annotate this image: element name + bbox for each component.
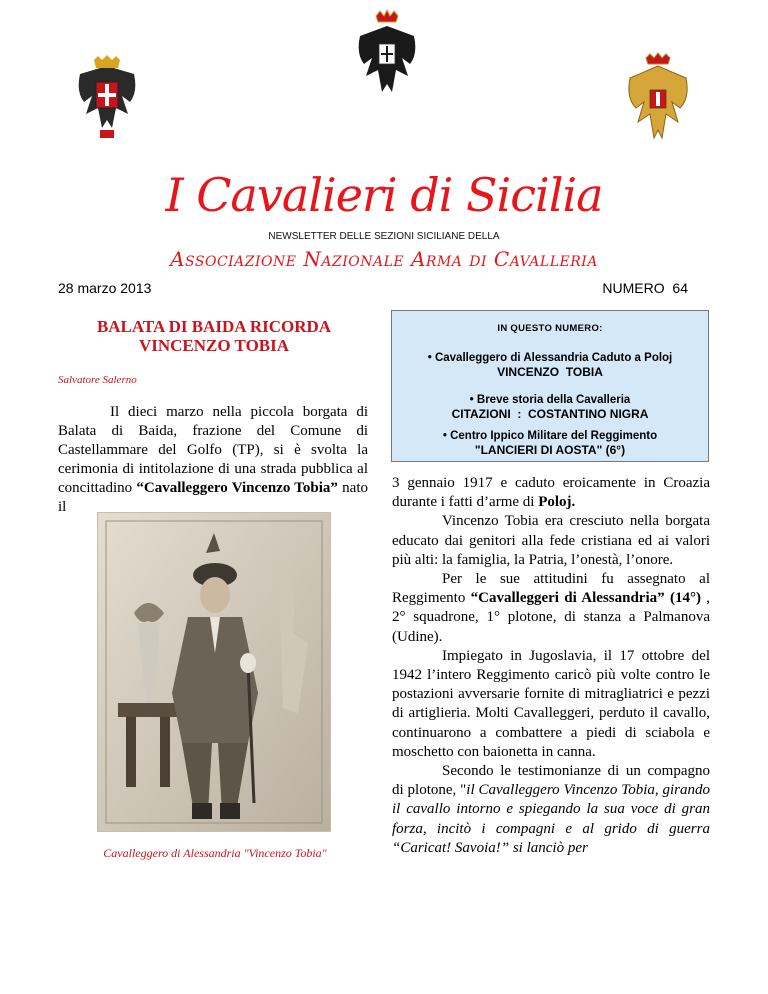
photo-caption: Cavalleggero di Alessandria "Vincenzo Tobia" (103, 846, 327, 860)
issue-date: 28 marzo 2013 (58, 280, 152, 296)
issue-item-1[interactable]: • Cavalleggero di Alessandria Caduto a Poloj VINCENZO TOBIA (427, 352, 673, 379)
issue-item-3[interactable]: • Centro Ippico Militare del Reggimento "LANCIERI DI AOSTA" (6°) (442, 430, 658, 457)
box-title: IN QUESTO NUMERO: (497, 323, 603, 334)
paragraph-1: 3 gennaio 1917 e caduto eroicamente in Croazia durante i fatti d’arme di Poloj. (392, 475, 710, 511)
left-crest-icon (72, 54, 142, 144)
bullet-icon: • (469, 394, 474, 406)
bullet-icon: • (442, 430, 447, 442)
article-headline (56, 317, 372, 355)
newsletter-subtitle: NEWSLETTER DELLE SEZIONI SICILIANE DELLA (268, 231, 500, 242)
article-intro: Il dieci marzo nella piccola borgata di Balata di Baida, frazione del Comune di Castellammare del Golfo (TP), si è svolta la cerimonia di intitolazione di una strada pubblica al concittadino “Cavalleggero Vincenzo Tobia” nato il (58, 404, 368, 515)
paragraph-5: Secondo le testimonianze di un compagno di plotone, "il Cavalleggero Vincenzo Tobia, girando il cavallo intorno e spiegando la sua voce di gran forza, incitò i compagni e al grido di guerra “Caricat! Savoia!” si lanciò per (392, 763, 710, 856)
right-crest-icon (624, 52, 692, 146)
issue-item-2[interactable]: • Breve storia della Cavalleria CITAZIONI : COSTANTINO NIGRA (451, 394, 649, 421)
center-crest-icon (354, 8, 420, 100)
article-body (392, 474, 710, 858)
association-name: ASSOCIAZIONE NAZIONALE ARMA DI CAVALLERIA (170, 247, 598, 271)
paragraph-4: Impiegato in Jugoslavia, il 17 ottobre del 1942 l’intero Reggimento caricò più volte contro le postazioni avversarie fornite di mitragliatrici e pezzi di artiglieria. Molti Cavalleggeri, perduto il cavallo, continuarono a combattere a piedi di sciabola e moschetto con baionetta in canna. (392, 647, 710, 760)
headline-line-2: VINCENZO TOBIA (138, 336, 290, 355)
portrait-photo (97, 512, 331, 832)
bullet-icon: • (427, 352, 432, 364)
article-author: Salvatore Salerno (58, 374, 137, 386)
headline-line-1: BALATA DI BAIDA RICORDA (96, 317, 332, 336)
issue-number: NUMERO 64 (602, 280, 688, 296)
paragraph-2: Vincenzo Tobia era cresciuto nella borgata educato dai genitori alla fede cristiana ed ai valori più alti: la famiglia, la Patria, l’onestà, l’onore. (392, 513, 710, 568)
in-this-issue-box (391, 310, 709, 462)
newsletter-title: I Cavalieri di Sicilia (165, 168, 603, 222)
paragraph-3: Per le sue attitudini fu assegnato al Reggimento “Cavalleggeri di Alessandria” (14°) , 2° squadrone, 1° plotone, di stanza a Palmanova (Udine). (392, 571, 711, 645)
